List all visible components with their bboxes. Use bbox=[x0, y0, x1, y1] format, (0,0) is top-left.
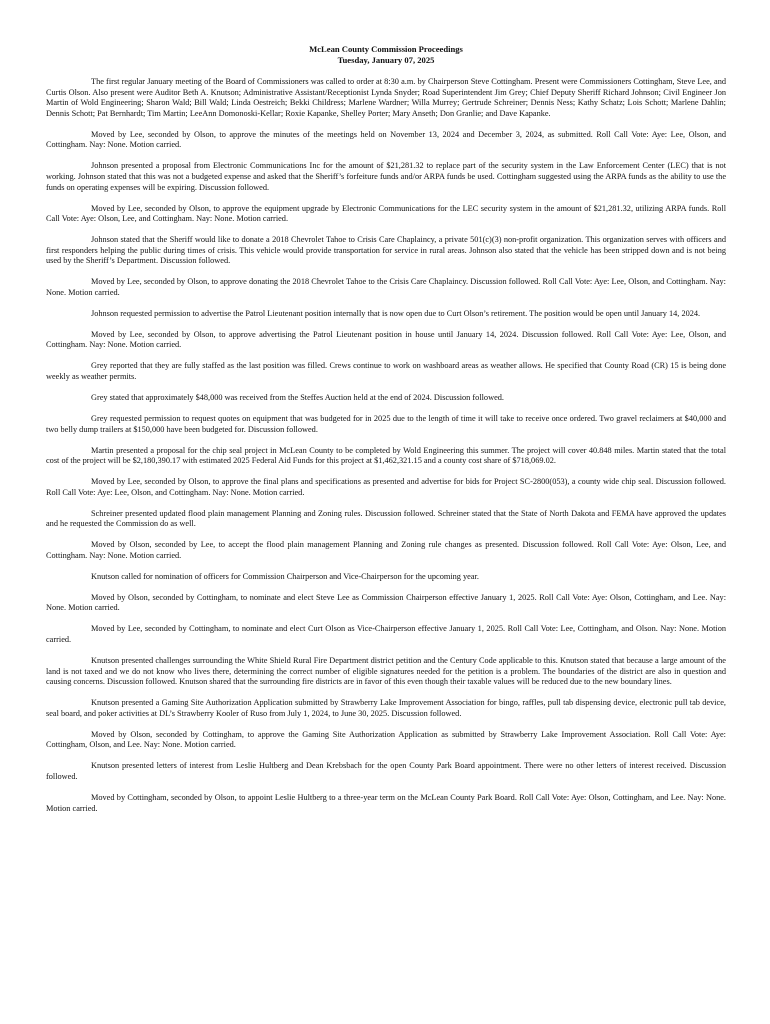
paragraph-flood-plain: Schreiner presented updated flood plain management Planning and Zoning rules. Discussion followed. Schreiner stated that the State of North Dakota and FEMA have approved the updates and he requested the Commission do as well. bbox=[46, 508, 726, 529]
paragraph-gaming-application: Knutson presented a Gaming Site Authorization Application submitted by Strawberry Lake Improvement Association for bingo, raffles, pull tab dispensing device, electronic pull tab device, seal board, and poker activities at DL’s Strawberry Kooler of Ruso from July 1, 2024, to June 30, 2025. Discussion followed. bbox=[46, 698, 726, 718]
paragraph-vice-chair-election: Moved by Lee, seconded by Cottingham, to nominate and elect Curt Olson as Vice-Chairperson effective January 1, 2025. Roll Call Vote: Lee, Cottingham, and Olson. Nay: None. Motion carried. bbox=[46, 624, 726, 645]
paragraph-tahoe-donation: Johnson stated that the Sheriff would like to donate a 2018 Chevrolet Tahoe to Crisis Care Chaplaincy, a private 501(c)(3) non-profit organization. This organization serves with officers and first responders helping the public during times of crisis. This vehicle would provide transportation for service in rural areas. Johnson also stated that the vehicle has been stripped down and is not being used by the Sheriff’s Department. Discussion followed. bbox=[46, 235, 726, 266]
paragraph-equipment-quotes: Grey requested permission to request quotes on equipment that was budgeted for in 2025 due to the length of time it will take to receive once ordered. Two gravel reclaimers at $40,000 and two belly dump trailers at $150,000 have been budgeted for. Discussion followed. bbox=[46, 413, 726, 434]
paragraph-chair-election: Moved by Olson, seconded by Cottingham, to nominate and elect Steve Lee as Commission Chairperson effective January 1, 2025. Roll Call Vote: Aye: Olson, Cottingham, and Lee. Nay: None. Motion carried. bbox=[46, 592, 726, 613]
paragraph-flood-plain-motion: Moved by Olson, seconded by Lee, to accept the flood plain management Planning and Zoning rule changes as presented. Discussion followed. Roll Call Vote: Aye: Olson, Lee, and Cottingham. Nay: None. Motion carried. bbox=[46, 540, 726, 560]
paragraph-call-to-order: The first regular January meeting of the Board of Commissioners was called to order at 8:30 a.m. by Chairperson Steve Cottingham. Present were Commissioners Cottingham, Steve Lee, and Curtis Olson. Also present were Auditor Beth A. Knutson; Administrative Assistant/Receptionist Lynda Snyder; Road Superintendent Jim Grey; Chief Deputy Sheriff Richard Johnson; Civil Engineer Jon Martin of Wold Engineering; Sharon Wald; Bill Wald; Linda Oestreich; Bekki Childress; Marlene Wardner; Willa Murrey; Gertrude Schreiner; Dennis Ness; Kathy Schatz; Lois Schott; Marlene Dahlin; Dennis Schott; Pat Bernhardt; Tim Martin; LeeAnn Domonoski-Kellar; Roxie Kapanke, Shelley Porter; Mary Anseth; Don Granlie; and Dave Kapanke. bbox=[46, 77, 726, 118]
meeting-date: Tuesday, January 07, 2025 bbox=[337, 55, 435, 65]
paragraph-park-board-motion: Moved by Cottingham, seconded by Olson, to appoint Leslie Hultberg to a three-year term on the McLean County Park Board. Roll Call Vote: Aye: Olson, Cottingham, and Lee. Nay: None. Motion carried. bbox=[46, 792, 726, 813]
paragraph-minutes-approval: Moved by Lee, seconded by Olson, to approve the minutes of the meetings held on November 13, 2024 and December 3, 2024, as submitted. Roll Call Vote: Aye: Lee, Olson, and Cottingham. Nay: None. Motion carried. bbox=[46, 129, 726, 150]
document-title: McLean County Commission Proceedings bbox=[309, 44, 463, 54]
paragraph-fire-district: Knutson presented challenges surrounding the White Shield Rural Fire Department district petition and the Century Code applicable to this. Knutson stated that because a large amount of the land is not taxed and we do not know who lives there, determining the correct number of eligible signatures needed for the petition is a problem. The boundaries of the district are also in question and causing concerns. Discussion followed. Knutson shared that the surrounding fire districts are in favor of this even though their taxable values will be reduced due to the new boundary lines. bbox=[46, 656, 726, 687]
paragraph-gaming-motion: Moved by Olson, seconded by Cottingham, to approve the Gaming Site Authorization Application as submitted by Strawberry Lake Improvement Association. Roll Call Vote: Aye: Cottingham, Olson, and Lee. Nay: None. Motion carried. bbox=[46, 729, 726, 750]
paragraph-park-board-letters: Knutson presented letters of interest from Leslie Hultberg and Dean Krebsbach for the open County Park Board appointment. There were no other letters of interest received. Discussion followed. bbox=[46, 761, 726, 781]
paragraph-lieutenant-motion: Moved by Lee, seconded by Olson, to approve advertising the Patrol Lieutenant position in house until January 14, 2024. Discussion followed. Roll Call Vote: Aye: Lee, Olson, and Cottingham. Nay: None. Motion carried. bbox=[46, 329, 726, 350]
paragraph-officer-nomination: Knutson called for nomination of officers for Commission Chairperson and Vice-Chairperson for the upcoming year. bbox=[91, 571, 479, 581]
paragraph-security-motion: Moved by Lee, seconded by Olson, to approve the equipment upgrade by Electronic Communications for the LEC security system in the amount of $21,281.32, utilizing ARPA funds. Roll Call Vote: Aye: Olson, Lee, and Cottingham. Nay: None. Motion carried. bbox=[46, 203, 726, 224]
paragraph-chip-seal-motion: Moved by Lee, seconded by Olson, to approve the final plans and specifications as presented and advertise for bids for Project SC-2800(053), a county wide chip seal. Discussion followed. Roll Call Vote: Aye: Lee, Olson, and Cottingham. Nay: None. Motion carried. bbox=[46, 477, 726, 497]
paragraph-tahoe-motion: Moved by Lee, seconded by Olson, to approve donating the 2018 Chevrolet Tahoe to the Crisis Care Chaplaincy. Discussion followed. Roll Call Vote: Aye: Lee, Olson, and Cottingham. Nay: None. Motion carried. bbox=[46, 277, 726, 297]
paragraph-chip-seal-proposal: Martin presented a proposal for the chip seal project in McLean County to be completed by Wold Engineering this summer. The project will cover 40.848 miles. Martin stated that the total cost of the project will be $2,180,390.17 with estimated 2025 Federal Aid Funds for this project at $1,462,321.15 and a county cost share of $718,069.02. bbox=[46, 445, 726, 466]
document-page bbox=[46, 44, 726, 824]
paragraph-auction: Grey stated that approximately $48,000 was received from the Steffes Auction held at the end of 2024. Discussion followed. bbox=[91, 392, 504, 402]
paragraph-road-staffing: Grey reported that they are fully staffed as the last position was filled. Crews continue to work on washboard areas as weather allows. He specified that County Road (CR) 15 is being done weekly as weather permits. bbox=[46, 361, 726, 381]
paragraph-lieutenant-request: Johnson requested permission to advertise the Patrol Lieutenant position internally that is now open due to Curt Olson’s retirement. The position would be open until January 14, 2024. bbox=[91, 308, 701, 318]
paragraph-security-proposal: Johnson presented a proposal from Electronic Communications Inc for the amount of $21,281.32 to replace part of the security system in the Law Enforcement Center (LEC) that is not working. Johnson stated that this was not a budgeted expense and asked that the Sheriff’s forfeiture funds and/or ARPA funds be used. Cottingham suggested using the ARPA funds as the ability to use the funds on operating expenses will be expiring. Discussion followed. bbox=[46, 161, 726, 192]
